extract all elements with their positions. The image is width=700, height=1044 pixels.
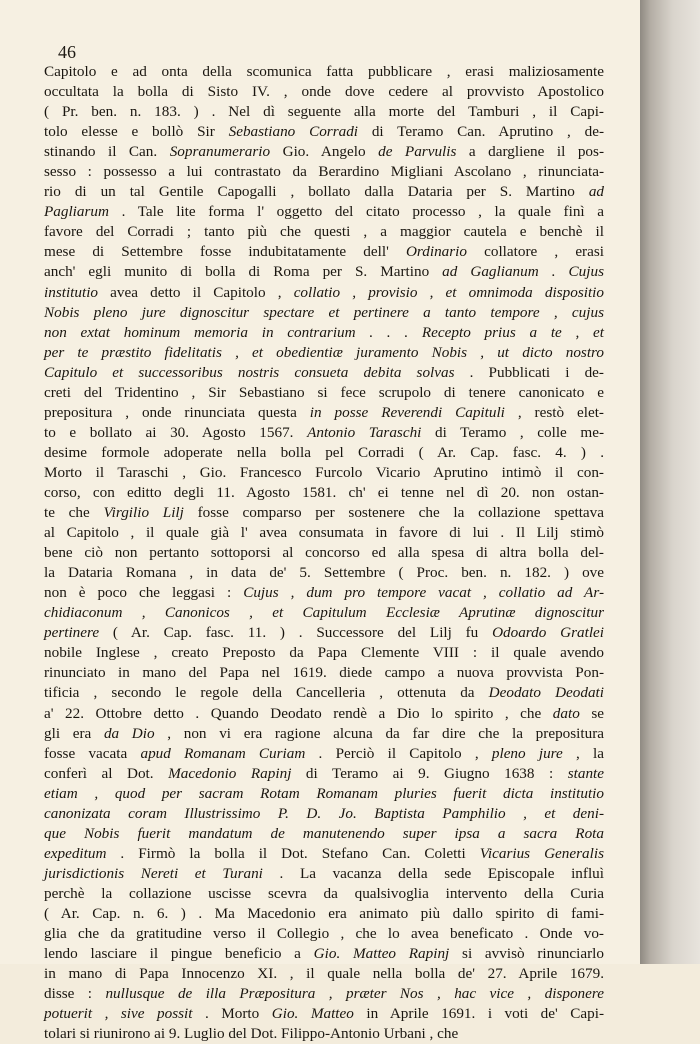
- text-segment: in Aprile 1691. i voti de' Capi-: [353, 1005, 604, 1023]
- italic-text: Gio. Matteo Rapinj: [313, 945, 450, 963]
- text-line: [44, 1004, 604, 1024]
- italic-text: potuerit , sive possit: [44, 1005, 193, 1023]
- text-line: [44, 142, 604, 162]
- text-line: [44, 663, 604, 683]
- text-line: [44, 764, 604, 784]
- text-line: [44, 824, 604, 844]
- book-spine-shadow: [640, 0, 700, 964]
- italic-text: canonizata coram Illustrissimo P. D. Jo. Baptista Pamphilio , et deni-: [44, 804, 604, 822]
- text-segment: , restò elet-: [504, 403, 604, 421]
- text-line: [44, 643, 604, 663]
- italic-text: que Nobis fuerit mandatum de manutenendo super ipsa a sacra Rota: [44, 824, 604, 842]
- text-segment: a dargliene il pos-: [456, 143, 604, 161]
- text-segment: fosse vacata: [44, 744, 141, 762]
- text-segment: desime formole adoperate nella bolla pel Corradi ( Ar. Cap. fasc. 4. ) .: [44, 443, 604, 461]
- text-line: [44, 383, 604, 403]
- text-line: [44, 984, 604, 1004]
- text-segment: di Teramo Can. Aprutino , de-: [358, 123, 605, 141]
- text-segment: tolari si riunirono ai 9. Luglio del Dot. Filippo-Antonio Urbani , che: [44, 1025, 459, 1043]
- text-line: [44, 283, 604, 303]
- text-segment: stinando il Can.: [44, 143, 170, 161]
- text-line: [44, 443, 604, 463]
- text-line: [44, 924, 604, 944]
- text-line: [44, 262, 604, 282]
- text-segment: . La vacanza della sede Episcopale influì: [262, 864, 604, 882]
- italic-text: de Parvulis: [378, 143, 457, 161]
- italic-text: chidiaconum , Canonicos , et Capitulum Ecclesiæ Aprutinæ dignoscitur: [44, 604, 604, 622]
- text-line: [44, 563, 604, 583]
- text-line: [44, 323, 604, 343]
- text-segment: ( Ar. Cap. n. 6. ) . Ma Macedonio era animato più dallo spirito di fami-: [44, 904, 604, 922]
- text-segment: te che: [44, 504, 104, 522]
- italic-text: dato: [552, 704, 580, 722]
- italic-text: ad Gaglianum . Cujus: [442, 263, 604, 281]
- text-segment: non è poco che leggasi :: [44, 584, 244, 602]
- text-segment: Capitolo e ad onta della scomunica fatta pubblicare , erasi maliziosamente: [44, 63, 604, 80]
- italic-text: Ordinario: [405, 243, 467, 261]
- text-segment: Gio. Angelo: [270, 143, 379, 161]
- text-segment: ( Pr. ben. n. 183. ) . Nel dì seguente alla morte del Tamburi , il Capi-: [44, 103, 604, 121]
- text-segment: . Firmò la bolla il Dot. Stefano Can. Coletti: [106, 844, 480, 862]
- text-segment: . Tale lite forma l' oggetto del citato processo , la quale finì a: [108, 203, 604, 221]
- italic-text: Deodato Deodati: [488, 684, 604, 702]
- text-line: [44, 483, 604, 503]
- text-segment: avea detto il Capitolo ,: [98, 283, 294, 301]
- text-line: [44, 944, 604, 964]
- text-segment: disse :: [44, 985, 106, 1003]
- text-line: [44, 523, 604, 543]
- text-line: [44, 683, 604, 703]
- text-line: [44, 623, 604, 643]
- text-line: [44, 804, 604, 824]
- italic-text: in posse Reverendi Capituli: [309, 403, 505, 421]
- text-segment: creti del Tridentino , Sir Sebastiano si fece scrupolo di tenere canonicato e: [44, 383, 604, 401]
- text-line: [44, 503, 604, 523]
- text-segment: occultata la bolla di Sisto IV. , onde dove cedere al provvisto Apostolico: [44, 83, 604, 101]
- text-line: [44, 242, 604, 262]
- text-line: [44, 162, 604, 182]
- text-segment: favore del Corradi ; tanto più che questi , a maggior cautela e benchè il: [44, 223, 604, 241]
- text-segment: Morto il Taraschi , Gio. Francesco Furcolo Vicario Aprutino intimò il con-: [44, 463, 604, 481]
- text-segment: , non vi era ragione alcuna da far dire che la prepositura: [154, 724, 605, 742]
- text-segment: nobile Inglese , creato Preposto da Papa Clemente VIII : il quale avendo: [44, 644, 604, 662]
- text-line: [44, 744, 604, 764]
- text-line: [44, 904, 604, 924]
- text-segment: la Dataria Romana , in data de' 5. Settembre ( Proc. ben. n. 182. ) ove: [44, 564, 604, 582]
- text-segment: sesso : possesso a lui contrastato da Berardino Migliani Ascolano , rinunciata-: [44, 163, 604, 181]
- text-segment: se: [579, 704, 604, 722]
- italic-text: Capitulo et successoribus nostris consueta debita solvas: [44, 363, 455, 381]
- italic-text: Macedonio Rapinj: [168, 764, 292, 782]
- text-line: [44, 423, 604, 443]
- text-segment: corso, con editto degli 11. Agosto 1581. ch' ei tenne nel dì 20. non ostan-: [44, 483, 604, 501]
- italic-text: per te præstito fidelitatis , et obedientiæ juramento Nobis , ut dicto nostro: [44, 343, 604, 361]
- italic-text: Sopranumerario: [169, 143, 271, 161]
- italic-text: collatio , provisio , et omnimoda dispositio: [293, 283, 604, 301]
- italic-text: apud Romanam Curiam: [140, 744, 306, 762]
- text-line: [44, 82, 604, 102]
- italic-text: pertinere: [44, 624, 100, 642]
- text-segment: anch' egli munito di bolla di Roma per S. Martino: [44, 263, 443, 281]
- text-line: [44, 122, 604, 142]
- text-segment: , la: [562, 744, 604, 762]
- italic-text: institutio: [44, 283, 99, 301]
- italic-text: Nobis pleno jure dignoscitur spectare et pertinere a tanto tempore , cujus: [44, 303, 604, 321]
- italic-text: Pagliarum: [44, 203, 109, 221]
- text-segment: a' 22. Ottobre detto . Quando Deodato rendè a Dio lo spirito , che: [44, 704, 553, 722]
- text-segment: gli era: [44, 724, 104, 742]
- italic-text: Cujus , dum pro tempore vacat , collatio ad Ar-: [243, 584, 605, 602]
- body-text: [44, 62, 604, 1044]
- text-segment: in mano di Papa Innocenzo XI. , il quale nella bolla de' 27. Aprile 1679.: [44, 965, 604, 983]
- text-segment: di Teramo , colle me-: [421, 423, 604, 441]
- text-line: [44, 463, 604, 483]
- text-segment: al Capitolo , il quale già l' avea consumata in favore di lui . Il Lilj stimò: [44, 524, 604, 542]
- italic-text: da Dio: [103, 724, 155, 742]
- italic-text: ad: [588, 183, 604, 201]
- italic-text: Odoardo Gratlei: [492, 624, 604, 642]
- text-line: [44, 543, 604, 563]
- text-line: [44, 1024, 604, 1044]
- italic-text: expeditum: [44, 844, 107, 862]
- text-segment: di Teramo ai 9. Giugno 1638 :: [291, 764, 568, 782]
- text-line: [44, 964, 604, 984]
- text-segment: fosse comparso per sostenere che la collazione spettava: [183, 504, 604, 522]
- text-segment: tificia , secondo le regole della Cancelleria , ottenuta da: [44, 684, 489, 702]
- italic-text: jurisdictionis Nereti et Turani: [44, 864, 263, 882]
- italic-text: Virgilio Lilj: [103, 504, 184, 522]
- italic-text: etiam , quod per sacram Rotam Romanam pluries fuerit dicta institutio: [44, 784, 604, 802]
- text-segment: conferì al Dot.: [44, 764, 169, 782]
- italic-text: Gio. Matteo: [271, 1005, 354, 1023]
- text-segment: lendo lasciare il pingue beneficio a: [44, 945, 314, 963]
- text-line: [44, 583, 604, 603]
- text-segment: . Perciò il Capitolo ,: [305, 744, 492, 762]
- italic-text: Vicarius Generalis: [479, 844, 604, 862]
- text-line: [44, 864, 604, 884]
- text-line: [44, 62, 604, 82]
- italic-text: Sebastiano Corradi: [228, 123, 359, 141]
- italic-text: nullusque de illa Præpositura , præter Nos , hac vice , disponere: [105, 985, 604, 1003]
- text-line: [44, 102, 604, 122]
- text-line: [44, 704, 604, 724]
- italic-text: pleno jure: [491, 744, 563, 762]
- text-segment: rinunciato in mano del Papa nel 1619. diede campo a nuova provvista Pon-: [44, 664, 604, 682]
- page-number: 46: [58, 42, 76, 62]
- text-line: [44, 343, 604, 363]
- text-line: [44, 182, 604, 202]
- text-segment: rio di un tal Gentile Capogalli , bollato dalla Dataria per S. Martino: [44, 183, 589, 201]
- text-segment: ( Ar. Cap. fasc. 11. ) . Successore del Lilj fu: [99, 624, 493, 642]
- text-segment: to e bollato ai 30. Agosto 1567.: [44, 423, 308, 441]
- text-segment: mese di Settembre fosse indubitatamente dell': [44, 243, 406, 261]
- text-line: [44, 844, 604, 864]
- text-segment: . Morto: [192, 1005, 272, 1023]
- text-line: [44, 884, 604, 904]
- text-line: [44, 222, 604, 242]
- italic-text: Antonio Taraschi: [307, 423, 422, 441]
- text-line: [44, 784, 604, 804]
- italic-text: stante: [567, 764, 604, 782]
- text-line: [44, 202, 604, 222]
- text-line: [44, 403, 604, 423]
- text-segment: perchè la collazione uscisse scevra da qualsivoglia intervento della Curia: [44, 884, 604, 902]
- text-segment: collatore , erasi: [467, 243, 604, 261]
- text-line: [44, 603, 604, 623]
- text-segment: . Pubblicati i de-: [454, 363, 604, 381]
- text-segment: tolo elesse e bollò Sir: [44, 123, 229, 141]
- text-segment: bene ciò non pertanto sottoporsi al concorso ed alla spesa di altra bolla del-: [44, 544, 604, 562]
- text-segment: glia che da gratitudine verso il Collegio , che lo avea beneficato . Onde vo-: [44, 925, 604, 943]
- text-line: [44, 303, 604, 323]
- text-line: [44, 724, 604, 744]
- text-segment: prepositura , onde rinunciata questa: [44, 403, 310, 421]
- text-segment: si avvisò rinunciarlo: [449, 945, 604, 963]
- text-line: [44, 363, 604, 383]
- italic-text: non extat hominum memoria in contrarium . . . Recepto prius a te , et: [44, 323, 604, 341]
